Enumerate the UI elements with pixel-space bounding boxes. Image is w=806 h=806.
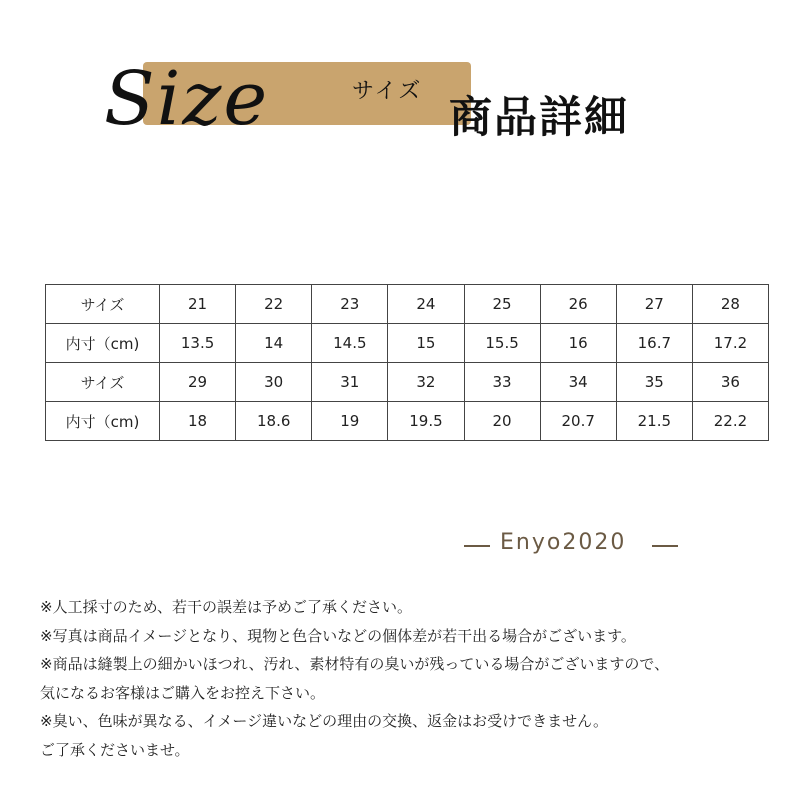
table-cell: 29	[160, 363, 236, 402]
note-line: ※写真は商品イメージとなり、現物と色合いなどの個体差が若干出る場合がございます。	[40, 626, 636, 645]
table-row	[46, 324, 769, 363]
table-cell: 30	[236, 363, 312, 402]
table-cell: 27	[616, 285, 692, 324]
table-cell: 24	[388, 285, 464, 324]
size-table	[45, 284, 769, 441]
table-cell: 19.5	[388, 402, 464, 441]
table-cell: 17.2	[692, 324, 768, 363]
table-cell: 32	[388, 363, 464, 402]
brand-mark	[464, 528, 679, 562]
table-row	[46, 285, 769, 324]
table-cell: 25	[464, 285, 540, 324]
table-cell: 18.6	[236, 402, 312, 441]
table-cell: 31	[312, 363, 388, 402]
table-cell: 34	[540, 363, 616, 402]
table-cell: 16.7	[616, 324, 692, 363]
table-cell: 35	[616, 363, 692, 402]
note-line: ※商品は縫製上の細かいほつれ、汚れ、素材特有の臭いが残っている場合がございますので、	[40, 655, 670, 673]
note-line: ※臭い、色味が異なる、イメージ違いなどの理由の交換、返金はお受けできません。	[40, 712, 609, 730]
table-row	[46, 363, 769, 402]
table-cell: 14.5	[312, 324, 388, 363]
row-label: 内寸（cm)	[46, 324, 160, 363]
table-cell: 15	[388, 324, 464, 363]
page-header	[0, 0, 806, 160]
table-cell: 18	[160, 402, 236, 441]
row-label: サイズ	[46, 363, 160, 402]
table-cell: 14	[236, 324, 312, 363]
table-row	[46, 402, 769, 441]
note-line: ※人工採寸のため、若干の誤差は予めご了承ください。	[40, 598, 412, 616]
table-cell: 16	[540, 324, 616, 363]
table-cell: 36	[692, 363, 768, 402]
table-cell: 28	[692, 285, 768, 324]
table-cell: 21	[160, 285, 236, 324]
table-cell: 13.5	[160, 324, 236, 363]
row-label: サイズ	[46, 285, 160, 324]
notes-section	[40, 593, 780, 764]
table-cell: 20	[464, 402, 540, 441]
table-cell: 23	[312, 285, 388, 324]
note-line: ご了承くださいませ。	[40, 740, 190, 759]
row-label: 内寸（cm)	[46, 402, 160, 441]
note-line: 気になるお客様はご購入をお控え下さい。	[40, 683, 326, 702]
table-cell: 19	[312, 402, 388, 441]
table-cell: 22	[236, 285, 312, 324]
table-cell: 26	[540, 285, 616, 324]
table-cell: 22.2	[692, 402, 768, 441]
page-title: 商品詳細	[449, 93, 629, 143]
brand-line-left	[464, 545, 490, 547]
table-cell: 21.5	[616, 402, 692, 441]
size-script-title: Size	[104, 56, 270, 142]
table-cell: 15.5	[464, 324, 540, 363]
table-cell: 33	[464, 363, 540, 402]
brand-text: Enyo2020	[500, 530, 627, 555]
table-cell: 20.7	[540, 402, 616, 441]
brand-line-right	[652, 545, 678, 547]
size-kana-label: サイズ	[352, 79, 423, 104]
